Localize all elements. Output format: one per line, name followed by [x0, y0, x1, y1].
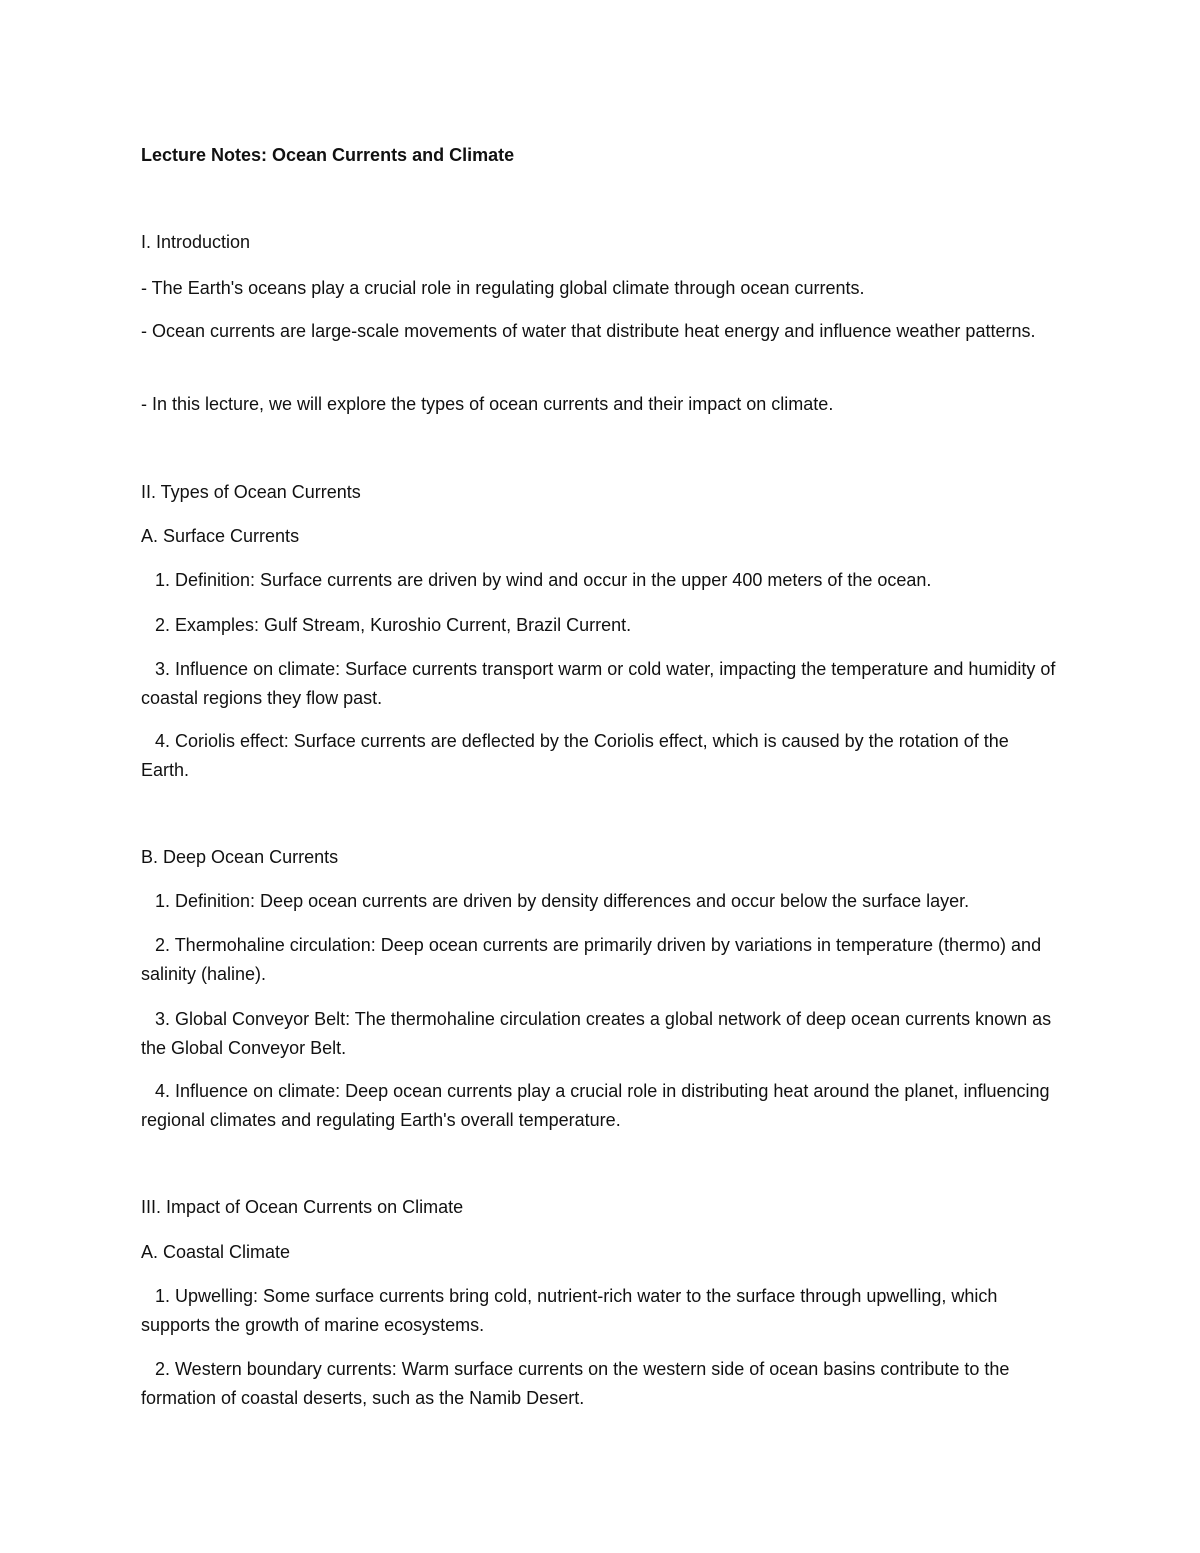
section-heading-introduction: I. Introduction: [141, 232, 251, 252]
subsection-heading-deep-ocean-currents: B. Deep Ocean Currents: [141, 847, 339, 867]
coastal-item: 1. Upwelling: Some surface currents bring cold, nutrient-rich water to the surface through upwelling, which supports the growth of marine ecosystems.: [141, 1286, 998, 1335]
deep-item: 1. Definition: Deep ocean currents are driven by density differences and occur below the surface layer.: [155, 891, 970, 911]
surface-item: 1. Definition: Surface currents are driven by wind and occur in the upper 400 meters of the ocean.: [155, 570, 932, 590]
surface-item: 3. Influence on climate: Surface currents transport warm or cold water, impacting the temperature and humidity of coastal regions they flow past.: [141, 659, 1056, 708]
deep-item: 2. Thermohaline circulation: Deep ocean currents are primarily driven by variations in temperature (thermo) and salinity (haline).: [141, 935, 1042, 984]
document-title: Lecture Notes: Ocean Currents and Climate: [141, 145, 515, 165]
deep-item: 4. Influence on climate: Deep ocean currents play a crucial role in distributing heat around the planet, influencing regional climates and regulating Earth's overall temperature.: [141, 1081, 1050, 1130]
surface-item: 2. Examples: Gulf Stream, Kuroshio Current, Brazil Current.: [155, 615, 632, 635]
coastal-item: 2. Western boundary currents: Warm surface currents on the western side of ocean basins contribute to the formation of coastal deserts, such as the Namib Desert.: [141, 1359, 1010, 1408]
subsection-heading-surface-currents: A. Surface Currents: [141, 526, 300, 546]
section-heading-impact: III. Impact of Ocean Currents on Climate: [141, 1197, 464, 1217]
deep-item: 3. Global Conveyor Belt: The thermohaline circulation creates a global network of deep ocean currents known as the Global Conveyor Belt.: [141, 1009, 1052, 1058]
intro-bullet: - Ocean currents are large-scale movements of water that distribute heat energy and influence weather patterns.: [141, 321, 1036, 341]
intro-bullet: - The Earth's oceans play a crucial role in regulating global climate through ocean currents.: [141, 278, 865, 298]
section-heading-types: II. Types of Ocean Currents: [141, 482, 361, 502]
subsection-heading-coastal-climate: A. Coastal Climate: [141, 1242, 291, 1262]
intro-bullet: - In this lecture, we will explore the types of ocean currents and their impact on climate.: [141, 394, 834, 414]
surface-item: 4. Coriolis effect: Surface currents are deflected by the Coriolis effect, which is caused by the rotation of the Earth.: [141, 731, 1009, 780]
